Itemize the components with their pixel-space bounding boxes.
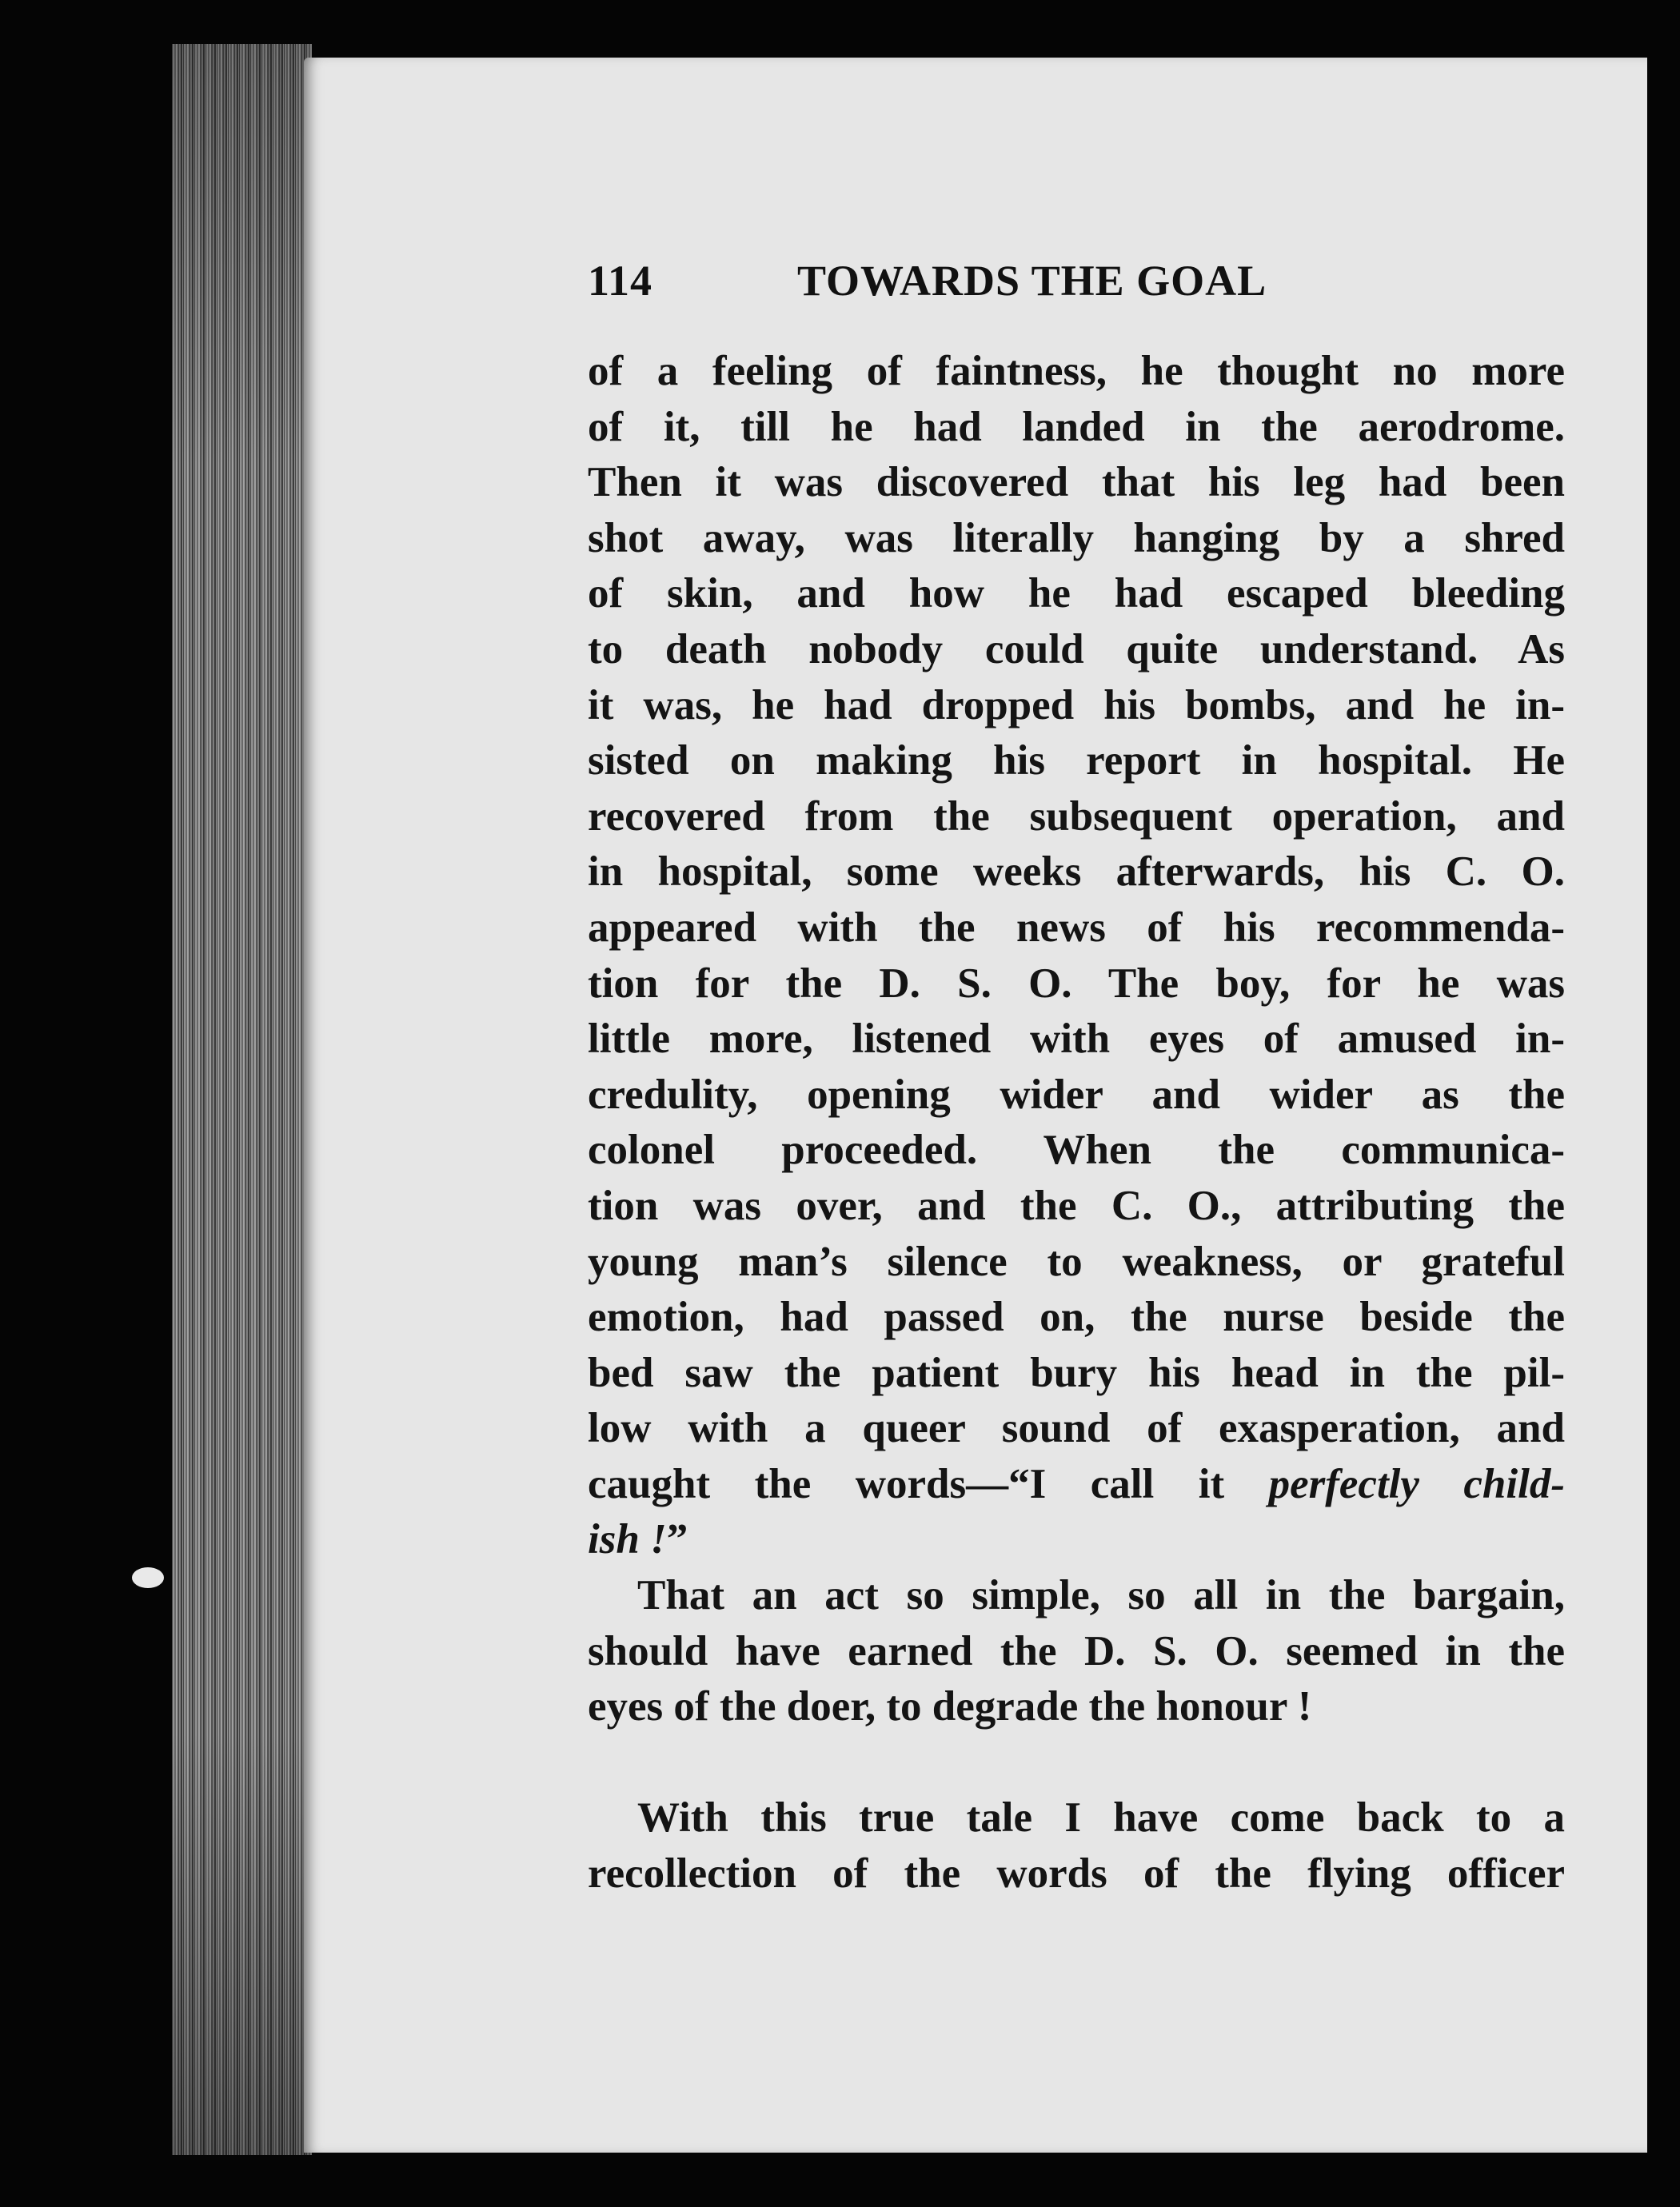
text-line: in hospital, some weeks afterwards, his C. O. (588, 848, 1565, 896)
section-break (588, 1735, 1565, 1791)
text-line (588, 1457, 1565, 1513)
italic-text: perfectly child- (1268, 1460, 1565, 1507)
text-line: shot away, was literally hanging by a shred (588, 514, 1565, 561)
text-line: of skin, and how he had escaped bleeding (588, 570, 1565, 617)
text-line: tion was over, and the C. O., attributing the (588, 1182, 1565, 1229)
text-segment: caught the words—“I call it (588, 1460, 1269, 1507)
scan-speck (132, 1567, 164, 1588)
text-line: With this true tale I have come back to a (637, 1794, 1565, 1842)
page-body-text (588, 344, 1565, 1902)
text-line: recollection of the words of the flying officer (588, 1850, 1565, 1898)
text-line: That an act so simple, so all in the bargain, (637, 1572, 1565, 1619)
text-line: to death nobody could quite understand. As (588, 625, 1565, 672)
italic-text: ish ! (588, 1516, 667, 1563)
text-line: low with a queer sound of exasperation, and (588, 1405, 1565, 1452)
text-line: young man’s silence to weakness, or grateful (588, 1238, 1565, 1285)
page-number: 114 (588, 257, 653, 305)
text-line: credulity, opening wider and wider as the (588, 1071, 1565, 1118)
text-line: little more, listened with eyes of amused in- (588, 1016, 1565, 1063)
text-line: it was, he had dropped his bombs, and he in- (588, 681, 1565, 728)
running-title: TOWARDS THE GOAL (797, 257, 1267, 305)
text-line: should have earned the D. S. O. seemed in the (588, 1627, 1565, 1674)
text-line (588, 1512, 1565, 1568)
text-line: of it, till he had landed in the aerodrome. (588, 403, 1565, 450)
text-line: appeared with the news of his recommenda- (588, 904, 1565, 951)
text-line: emotion, had passed on, the nurse beside the (588, 1294, 1565, 1341)
book-page-edges (172, 44, 312, 2155)
text-line: colonel proceeded. When the communica- (588, 1127, 1565, 1174)
page-header (588, 256, 1387, 312)
text-line: tion for the D. S. O. The boy, for he was (588, 960, 1565, 1007)
text-line: bed saw the patient bury his head in the pil- (588, 1349, 1565, 1396)
text-line: recovered from the subsequent operation, and (588, 792, 1565, 840)
text-line: Then it was discovered that his leg had been (588, 459, 1565, 506)
text-segment: ” (666, 1516, 688, 1563)
text-line: of a feeling of faintness, he thought no more (588, 348, 1565, 394)
text-line: eyes of the doer, to degrade the honour ! (588, 1683, 1312, 1730)
text-line: sisted on making his report in hospital. He (588, 737, 1565, 784)
